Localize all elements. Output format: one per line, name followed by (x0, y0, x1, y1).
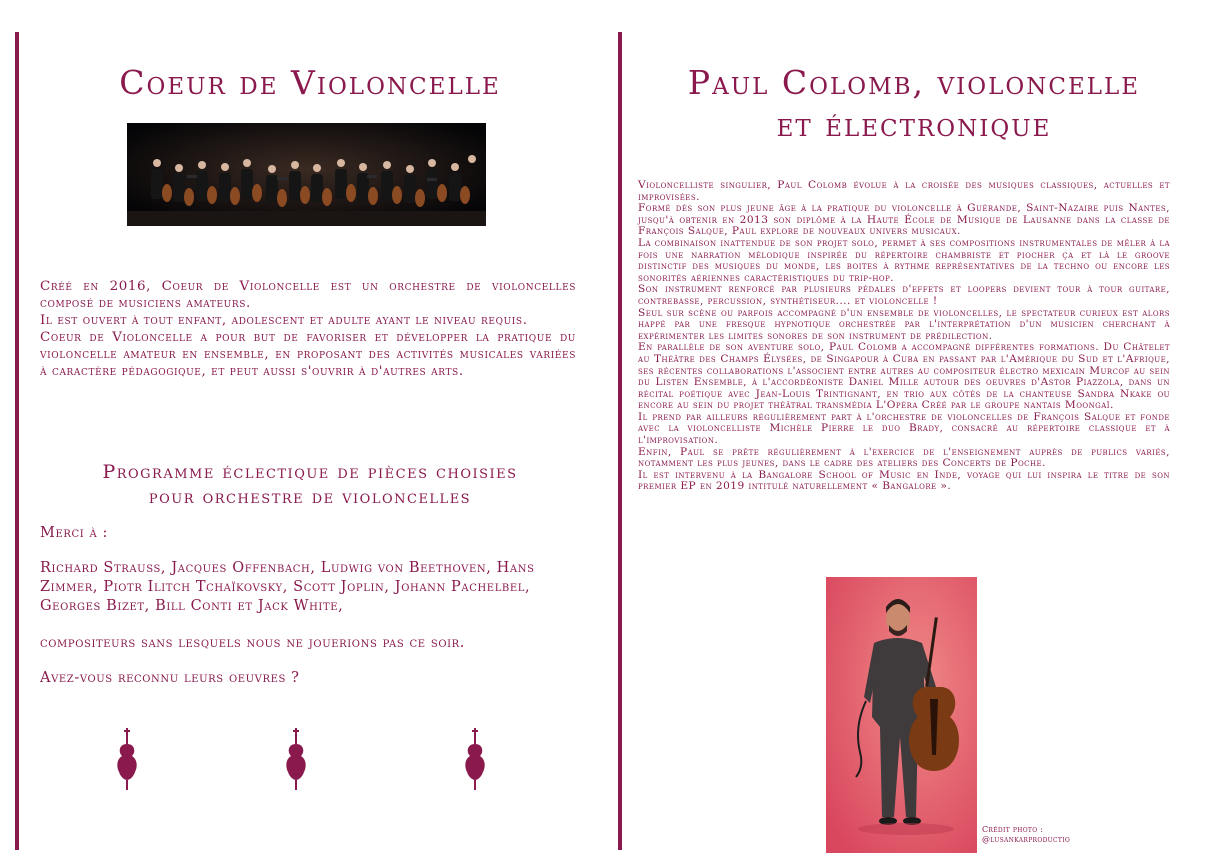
right-accent-bar (618, 32, 622, 850)
program-heading-line2: pour orchestre de violoncelles (148, 486, 472, 508)
thanks-label: Merci à : (40, 525, 109, 541)
cello-icon (115, 728, 139, 790)
bio-paragraph: En parallèle de son aventure solo, Paul Colomb a accompagné différentes formations. Du Châtelet au Théâtre des Champs Élysées, de Singapour à Cuba en passant par l'Amérique du Sud et l'Afrique, ses récentes collaborations l'associent entre autres au compositeur électro mexicain Murcof au sein du Listen Ensemble, à l'accordéoniste Daniel Mille autour des oeuvres d'Astor Piazzola, dans un récital poétique avec Jean-Louis Trintignant, en trio aux côtés de la chanteuse Sandra Nkake ou encore au sein du projet théâtral transmédia L'Opéra Créé par le groupe nantais Moongaï. (638, 341, 1170, 412)
artist-title-line2: et électronique (776, 105, 1052, 144)
intro-paragraph: Coeur de Violoncelle a pour but de favoriser et développer la pratique du violoncelle amateur en ensemble, en proposant des activités musicales variées à caractère pédagogique, et peut aussi s'ouvrir à d'autres arts. (40, 330, 576, 379)
bio-paragraph: Il est intervenu à la Bangalore School of Music en Inde, voyage qui lui inspira le titre de son premier EP en 2019 intitulé naturellement « Bangalore ». (638, 468, 1170, 493)
thanks-block (40, 524, 580, 704)
bio-paragraph: Violoncelliste singulier, Paul Colomb évolue à la croisée des musiques classiques, actuelles et improvisées. (638, 179, 1170, 203)
bio-paragraph: Enfin, Paul se prête régulièrement à l'exercice de l'enseignement auprès de publics variés, notamment les plus jeunes, dans le cadre des ateliers des Concerts de Poche. (638, 445, 1170, 470)
artist-title-line1: Paul Colomb, violoncelle (687, 63, 1141, 102)
artist-title (644, 62, 1184, 146)
program-heading (40, 460, 580, 510)
photo-credit-label: Crédit photo : (982, 825, 1044, 834)
intro-text (40, 278, 576, 380)
bio-paragraph: Il prend par ailleurs régulièrement part à l'orchestre de violoncelles de François Salque et fonde avec la violoncelliste Michèle Pierre le duo Brady, consacré au répertoire classique et à l'improvisation. (638, 410, 1170, 447)
left-accent-bar (15, 32, 19, 850)
bio-paragraph: Seul sur scène ou parfois accompagné d'un ensemble de violoncelles, le spectateur curieux est alors happé par une fresque hypnotique orchestrée par l'interprétation d'un musicien cherchant à expérimenter les limites sonores de son instrument de prédilection. (638, 306, 1170, 342)
cello-icon (284, 728, 308, 790)
page-title: Coeur de Violoncelle (119, 63, 501, 102)
artist-bio (638, 180, 1170, 493)
bio-paragraph: Son instrument renforcé par plusieurs pédales d'effets et loopers devient tour à tour guitare, contrebasse, percussion, synthétiseur.... et violoncelle ! (638, 283, 1170, 307)
cello-icon (463, 728, 487, 790)
right-page (604, 0, 1209, 859)
artist-portrait (826, 577, 977, 853)
composers-list: Richard Strauss, Jacques Offenbach, Ludwig von Beethoven, Hans Zimmer, Piotr Ilitch Tchaïkovsky, Scott Joplin, Johann Pachelbel, Georges Bizet, Bill Conti et Jack White, (40, 560, 535, 614)
bio-paragraph: La combinaison inattendue de son projet solo, permet à ses compositions instrumentales de mêler à la fois une narration mélodique inspirée du répertoire chambriste et piocher ça et là le groove distinctif des musiques du monde, les boites à rythme représentatives de la techno ou encore les sonorités aériennes caractéristiques du trip-hop. (638, 236, 1171, 284)
program-heading-line1: Programme éclectique de pièces choisies (102, 461, 518, 483)
closing-text: compositeurs sans lesquels nous ne jouerions pas ce soir. (40, 635, 466, 651)
photo-credit-handle: @lusankarproductio (982, 835, 1071, 844)
question-text: Avez-vous reconnu leurs oeuvres ? (40, 670, 300, 686)
intro-paragraph: Il est ouvert à tout enfant, adolescent et adulte ayant le niveau requis. (40, 313, 528, 328)
bio-paragraph: Formé dès son plus jeune âge à la pratique du violoncelle à Guérande, Saint-Nazaire puis Nantes, jusqu'à obtenir en 2013 son diplôme à la Haute École de Musique de Lausanne dans la classe de François Salque, Paul explore de nouveaux univers musicaux. (638, 202, 1170, 238)
photo-credit (982, 825, 1102, 845)
left-page (0, 0, 604, 859)
orchestra-photo (127, 123, 486, 226)
intro-paragraph: Créé en 2016, Coeur de Violoncelle est un orchestre de violoncelles composé de musiciens amateurs. (40, 279, 576, 311)
